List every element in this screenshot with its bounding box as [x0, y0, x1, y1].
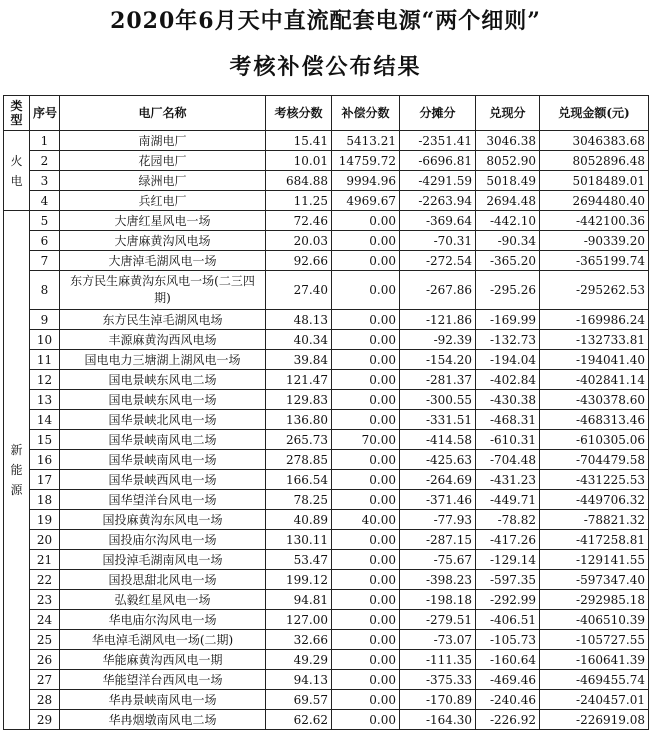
cell-plant-name: 国电景峡东风电一场: [60, 390, 266, 410]
cell-no: 7: [30, 251, 60, 271]
table-row: [4, 610, 649, 630]
cell-redeem-score: 2694.48: [476, 191, 540, 211]
cell-redeem-score: -78.82: [476, 510, 540, 530]
cell-redeem-amount: -442100.36: [540, 211, 649, 231]
cell-redeem-amount: -194041.40: [540, 350, 649, 370]
header-comp: 补偿分数: [332, 96, 400, 131]
cell-redeem-amount: -226919.08: [540, 710, 649, 730]
cell-share-score: -92.39: [400, 330, 476, 350]
cell-no: 12: [30, 370, 60, 390]
cell-redeem-score: -431.23: [476, 470, 540, 490]
table-header-row: [4, 96, 649, 131]
cell-no: 9: [30, 310, 60, 330]
cell-assess-score: 278.85: [266, 450, 332, 470]
header-no: 序号: [30, 96, 60, 131]
cell-redeem-amount: -169986.24: [540, 310, 649, 330]
cell-plant-name: 华能望洋台西风电一场: [60, 670, 266, 690]
cell-redeem-amount: -295262.53: [540, 271, 649, 310]
cell-share-score: -300.55: [400, 390, 476, 410]
table-row: [4, 570, 649, 590]
cell-no: 10: [30, 330, 60, 350]
table-row: [4, 251, 649, 271]
cell-assess-score: 121.47: [266, 370, 332, 390]
cell-assess-score: 166.54: [266, 470, 332, 490]
cell-redeem-amount: 3046383.68: [540, 131, 649, 151]
cell-redeem-score: -430.38: [476, 390, 540, 410]
table-row: [4, 231, 649, 251]
cell-plant-name: 丰源麻黄沟西风电场: [60, 330, 266, 350]
cell-redeem-score: -169.99: [476, 310, 540, 330]
cell-comp-score: 40.00: [332, 510, 400, 530]
cell-assess-score: 53.47: [266, 550, 332, 570]
cell-assess-score: 39.84: [266, 350, 332, 370]
header-redeem: 兑现分: [476, 96, 540, 131]
cell-no: 17: [30, 470, 60, 490]
cell-no: 18: [30, 490, 60, 510]
cell-plant-name: 南湖电厂: [60, 131, 266, 151]
cell-redeem-score: -240.46: [476, 690, 540, 710]
cell-share-score: -375.33: [400, 670, 476, 690]
cell-assess-score: 199.12: [266, 570, 332, 590]
cell-comp-score: 0.00: [332, 211, 400, 231]
type-new-energy: 新 能 源: [4, 211, 30, 730]
cell-redeem-score: -226.92: [476, 710, 540, 730]
cell-redeem-score: -105.73: [476, 630, 540, 650]
cell-redeem-amount: -292985.18: [540, 590, 649, 610]
cell-redeem-score: -704.48: [476, 450, 540, 470]
cell-plant-name: 华电淖毛湖风电一场(二期): [60, 630, 266, 650]
cell-comp-score: 0.00: [332, 450, 400, 470]
cell-assess-score: 62.62: [266, 710, 332, 730]
cell-assess-score: 94.81: [266, 590, 332, 610]
cell-share-score: -287.15: [400, 530, 476, 550]
cell-no: 26: [30, 650, 60, 670]
cell-plant-name: 弘毅红星风电一场: [60, 590, 266, 610]
cell-assess-score: 94.13: [266, 670, 332, 690]
cell-plant-name: 国华景峡南风电二场: [60, 430, 266, 450]
cell-comp-score: 0.00: [332, 610, 400, 630]
cell-assess-score: 127.00: [266, 610, 332, 630]
header-type: 类型: [4, 96, 30, 131]
cell-no: 13: [30, 390, 60, 410]
cell-no: 25: [30, 630, 60, 650]
cell-comp-score: 0.00: [332, 410, 400, 430]
cell-assess-score: 72.46: [266, 211, 332, 231]
cell-no: 5: [30, 211, 60, 231]
cell-redeem-score: -295.26: [476, 271, 540, 310]
cell-comp-score: 70.00: [332, 430, 400, 450]
cell-comp-score: 0.00: [332, 251, 400, 271]
cell-redeem-score: -449.71: [476, 490, 540, 510]
cell-redeem-amount: -129141.55: [540, 550, 649, 570]
header-amount: 兑现金额(元): [540, 96, 649, 131]
cell-assess-score: 265.73: [266, 430, 332, 450]
cell-no: 29: [30, 710, 60, 730]
cell-share-score: -154.20: [400, 350, 476, 370]
cell-redeem-score: -469.46: [476, 670, 540, 690]
cell-share-score: -111.35: [400, 650, 476, 670]
cell-assess-score: 69.57: [266, 690, 332, 710]
cell-no: 11: [30, 350, 60, 370]
cell-no: 22: [30, 570, 60, 590]
cell-assess-score: 40.89: [266, 510, 332, 530]
cell-assess-score: 49.29: [266, 650, 332, 670]
cell-no: 24: [30, 610, 60, 630]
table-row: [4, 191, 649, 211]
cell-comp-score: 0.00: [332, 710, 400, 730]
cell-redeem-score: -90.34: [476, 231, 540, 251]
table-row: [4, 350, 649, 370]
cell-share-score: -425.63: [400, 450, 476, 470]
cell-comp-score: 0.00: [332, 550, 400, 570]
cell-share-score: -70.31: [400, 231, 476, 251]
cell-assess-score: 78.25: [266, 490, 332, 510]
cell-no: 20: [30, 530, 60, 550]
cell-share-score: -121.86: [400, 310, 476, 330]
cell-no: 23: [30, 590, 60, 610]
cell-redeem-amount: -449706.32: [540, 490, 649, 510]
cell-share-score: -279.51: [400, 610, 476, 630]
cell-assess-score: 48.13: [266, 310, 332, 330]
table-row: [4, 490, 649, 510]
cell-plant-name: 国投淖毛湖南风电一场: [60, 550, 266, 570]
cell-share-score: -272.54: [400, 251, 476, 271]
cell-plant-name: 大唐淖毛湖风电一场: [60, 251, 266, 271]
header-share: 分摊分: [400, 96, 476, 131]
table-row: [4, 510, 649, 530]
cell-assess-score: 40.34: [266, 330, 332, 350]
cell-redeem-score: -365.20: [476, 251, 540, 271]
cell-assess-score: 92.66: [266, 251, 332, 271]
cell-plant-name: 东方民生淖毛湖风电场: [60, 310, 266, 330]
cell-share-score: -77.93: [400, 510, 476, 530]
header-assess: 考核分数: [266, 96, 332, 131]
cell-comp-score: 9994.96: [332, 171, 400, 191]
cell-redeem-score: -468.31: [476, 410, 540, 430]
table-row: [4, 410, 649, 430]
cell-redeem-amount: -132733.81: [540, 330, 649, 350]
cell-redeem-score: -129.14: [476, 550, 540, 570]
cell-comp-score: 0.00: [332, 271, 400, 310]
cell-plant-name: 大唐麻黄沟风电场: [60, 231, 266, 251]
cell-share-score: -369.64: [400, 211, 476, 231]
cell-redeem-amount: -406510.39: [540, 610, 649, 630]
cell-redeem-score: 8052.90: [476, 151, 540, 171]
cell-plant-name: 兵红电厂: [60, 191, 266, 211]
table-row: [4, 590, 649, 610]
cell-plant-name: 国投麻黄沟东风电一场: [60, 510, 266, 530]
cell-share-score: -371.46: [400, 490, 476, 510]
cell-share-score: -164.30: [400, 710, 476, 730]
cell-comp-score: 0.00: [332, 310, 400, 330]
results-table: [3, 95, 649, 730]
cell-comp-score: 0.00: [332, 630, 400, 650]
cell-share-score: -267.86: [400, 271, 476, 310]
cell-plant-name: 华电庙尔沟风电一场: [60, 610, 266, 630]
cell-comp-score: 0.00: [332, 350, 400, 370]
cell-redeem-score: -194.04: [476, 350, 540, 370]
cell-assess-score: 11.25: [266, 191, 332, 211]
cell-plant-name: 国电景峡东风电二场: [60, 370, 266, 390]
cell-redeem-amount: 2694480.40: [540, 191, 649, 211]
cell-assess-score: 32.66: [266, 630, 332, 650]
cell-redeem-score: -597.35: [476, 570, 540, 590]
cell-no: 14: [30, 410, 60, 430]
table-row: [4, 630, 649, 650]
cell-no: 28: [30, 690, 60, 710]
cell-share-score: -414.58: [400, 430, 476, 450]
cell-comp-score: 0.00: [332, 231, 400, 251]
cell-redeem-amount: -431225.53: [540, 470, 649, 490]
cell-redeem-score: -160.64: [476, 650, 540, 670]
table-row: [4, 430, 649, 450]
cell-redeem-amount: -430378.60: [540, 390, 649, 410]
table-row: [4, 330, 649, 350]
cell-share-score: -75.67: [400, 550, 476, 570]
cell-redeem-score: -610.31: [476, 430, 540, 450]
cell-redeem-amount: -402841.14: [540, 370, 649, 390]
cell-plant-name: 国华景峡北风电一场: [60, 410, 266, 430]
cell-comp-score: 0.00: [332, 570, 400, 590]
cell-no: 1: [30, 131, 60, 151]
cell-no: 2: [30, 151, 60, 171]
cell-no: 4: [30, 191, 60, 211]
cell-share-score: -331.51: [400, 410, 476, 430]
cell-redeem-score: -402.84: [476, 370, 540, 390]
cell-share-score: -73.07: [400, 630, 476, 650]
cell-comp-score: 14759.72: [332, 151, 400, 171]
cell-redeem-score: -442.10: [476, 211, 540, 231]
cell-redeem-amount: -597347.40: [540, 570, 649, 590]
cell-assess-score: 130.11: [266, 530, 332, 550]
cell-plant-name: 国投庙尔沟风电一场: [60, 530, 266, 550]
cell-plant-name: 国华景峡西风电一场: [60, 470, 266, 490]
cell-redeem-amount: -469455.74: [540, 670, 649, 690]
cell-comp-score: 0.00: [332, 470, 400, 490]
cell-comp-score: 0.00: [332, 670, 400, 690]
cell-redeem-amount: -105727.55: [540, 630, 649, 650]
type-thermal: 火 电: [4, 131, 30, 211]
table-row: [4, 470, 649, 490]
table-row: [4, 710, 649, 730]
cell-share-score: -198.18: [400, 590, 476, 610]
cell-share-score: -264.69: [400, 470, 476, 490]
cell-comp-score: 5413.21: [332, 131, 400, 151]
table-row: [4, 211, 649, 231]
table-row: [4, 650, 649, 670]
cell-redeem-amount: 5018489.01: [540, 171, 649, 191]
cell-comp-score: 4969.67: [332, 191, 400, 211]
table-row: [4, 271, 649, 310]
cell-comp-score: 0.00: [332, 490, 400, 510]
cell-redeem-score: 3046.38: [476, 131, 540, 151]
header-name: 电厂名称: [60, 96, 266, 131]
cell-redeem-score: -132.73: [476, 330, 540, 350]
cell-plant-name: 大唐红星风电一场: [60, 211, 266, 231]
cell-plant-name: 国华望洋台风电一场: [60, 490, 266, 510]
cell-plant-name: 国华景峡南风电一场: [60, 450, 266, 470]
cell-no: 27: [30, 670, 60, 690]
cell-redeem-amount: -90339.20: [540, 231, 649, 251]
cell-assess-score: 27.40: [266, 271, 332, 310]
table-row: [4, 171, 649, 191]
cell-assess-score: 129.83: [266, 390, 332, 410]
cell-redeem-amount: -78821.32: [540, 510, 649, 530]
table-row: [4, 310, 649, 330]
cell-assess-score: 20.03: [266, 231, 332, 251]
cell-no: 8: [30, 271, 60, 310]
cell-no: 15: [30, 430, 60, 450]
cell-redeem-amount: -417258.81: [540, 530, 649, 550]
table-row: [4, 550, 649, 570]
document-subtitle: 考核补偿公布结果: [229, 54, 422, 80]
cell-comp-score: 0.00: [332, 530, 400, 550]
cell-assess-score: 136.80: [266, 410, 332, 430]
cell-no: 19: [30, 510, 60, 530]
cell-plant-name: 花园电厂: [60, 151, 266, 171]
cell-plant-name: 国电电力三塘湖上湖风电一场: [60, 350, 266, 370]
cell-plant-name: 绿洲电厂: [60, 171, 266, 191]
cell-share-score: -2263.94: [400, 191, 476, 211]
cell-redeem-score: -292.99: [476, 590, 540, 610]
cell-plant-name: 东方民生麻黄沟东风电一场(二三四期): [60, 271, 266, 310]
cell-share-score: -281.37: [400, 370, 476, 390]
table-row: [4, 370, 649, 390]
cell-plant-name: 国投思甜北风电一场: [60, 570, 266, 590]
cell-no: 16: [30, 450, 60, 470]
table-row: [4, 690, 649, 710]
cell-comp-score: 0.00: [332, 330, 400, 350]
cell-no: 6: [30, 231, 60, 251]
cell-share-score: -2351.41: [400, 131, 476, 151]
cell-redeem-score: -417.26: [476, 530, 540, 550]
cell-share-score: -4291.59: [400, 171, 476, 191]
cell-redeem-score: 5018.49: [476, 171, 540, 191]
cell-redeem-amount: -704479.58: [540, 450, 649, 470]
cell-comp-score: 0.00: [332, 390, 400, 410]
cell-share-score: -170.89: [400, 690, 476, 710]
table-row: [4, 450, 649, 470]
cell-comp-score: 0.00: [332, 690, 400, 710]
cell-redeem-amount: -468313.46: [540, 410, 649, 430]
cell-redeem-amount: -240457.01: [540, 690, 649, 710]
table-row: [4, 151, 649, 171]
cell-redeem-amount: -365199.74: [540, 251, 649, 271]
cell-assess-score: 15.41: [266, 131, 332, 151]
cell-no: 3: [30, 171, 60, 191]
cell-plant-name: 华冉烟墩南风电二场: [60, 710, 266, 730]
cell-comp-score: 0.00: [332, 370, 400, 390]
document-title: 2020年6月天中直流配套电源“两个细则”: [110, 8, 541, 34]
cell-assess-score: 10.01: [266, 151, 332, 171]
cell-redeem-amount: -610305.06: [540, 430, 649, 450]
cell-share-score: -398.23: [400, 570, 476, 590]
cell-share-score: -6696.81: [400, 151, 476, 171]
cell-assess-score: 684.88: [266, 171, 332, 191]
table-row: [4, 670, 649, 690]
cell-plant-name: 华能麻黄沟西风电一期: [60, 650, 266, 670]
table-row: [4, 390, 649, 410]
cell-redeem-amount: -160641.39: [540, 650, 649, 670]
table-row: [4, 530, 649, 550]
cell-plant-name: 华冉景峡南风电一场: [60, 690, 266, 710]
table-body: [4, 131, 649, 730]
cell-comp-score: 0.00: [332, 650, 400, 670]
cell-redeem-amount: 8052896.48: [540, 151, 649, 171]
table-row: [4, 131, 649, 151]
cell-no: 21: [30, 550, 60, 570]
cell-redeem-score: -406.51: [476, 610, 540, 630]
cell-comp-score: 0.00: [332, 590, 400, 610]
